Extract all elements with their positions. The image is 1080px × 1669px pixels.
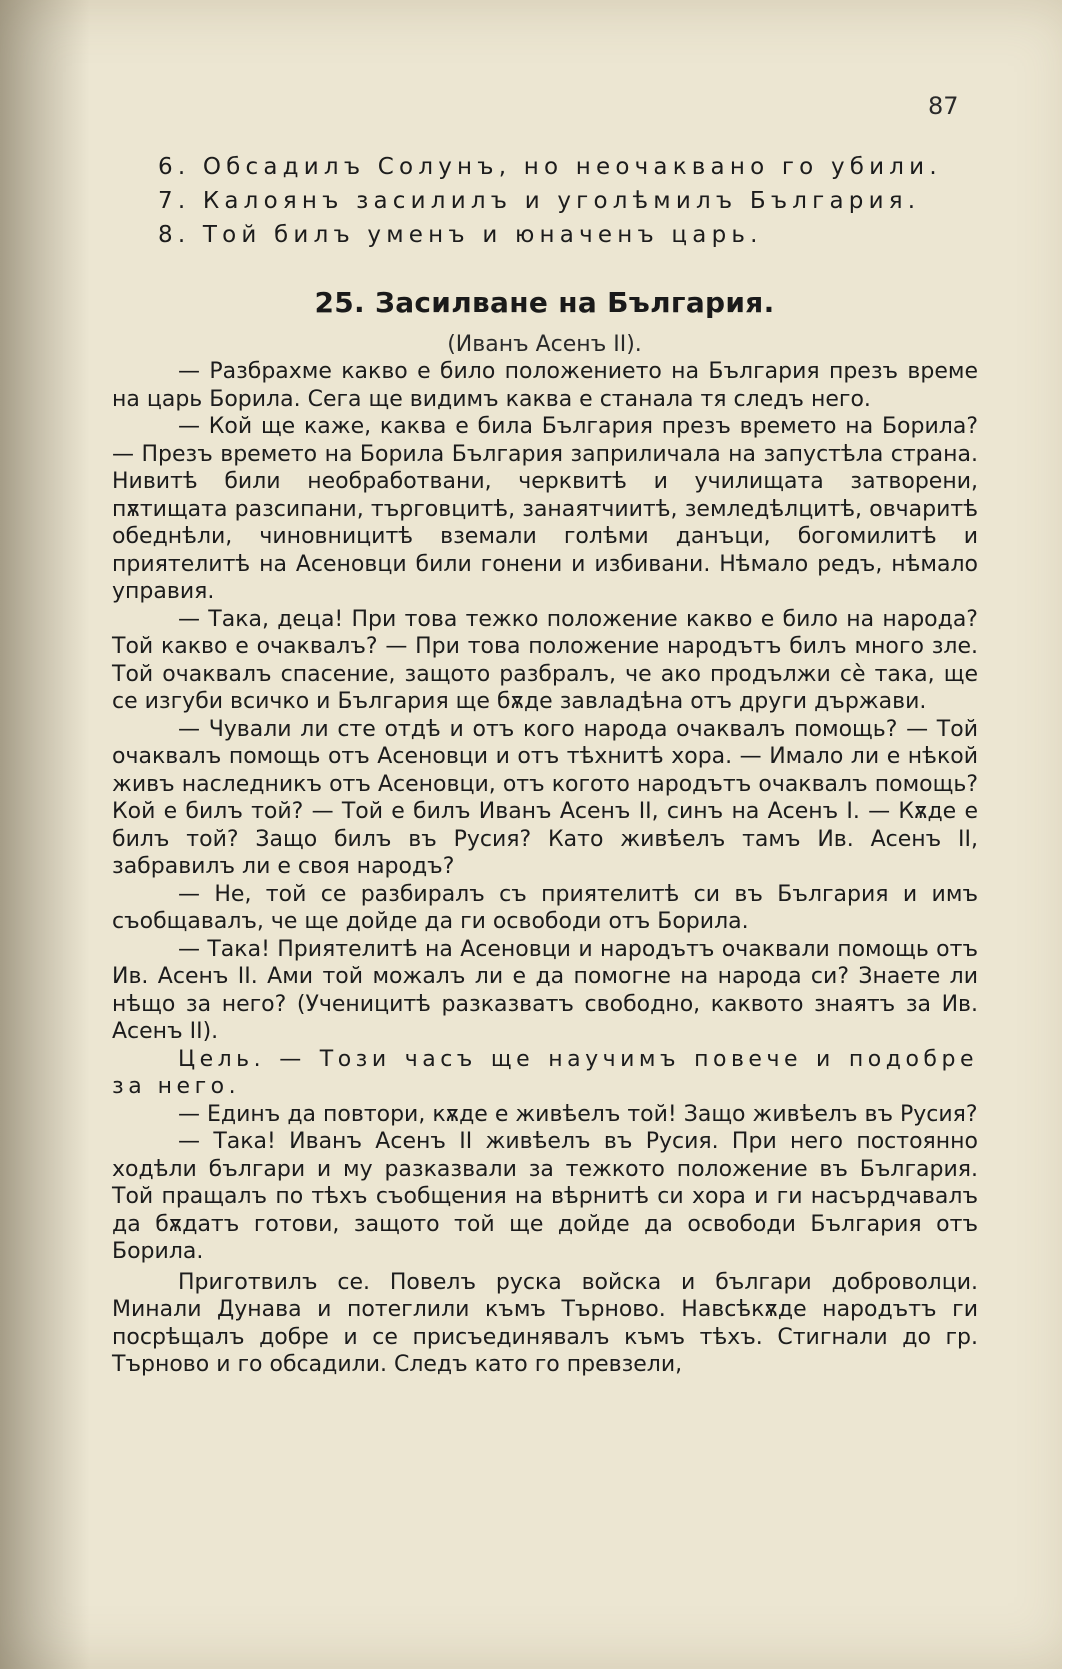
page-edge [1062,0,1080,1669]
summary-list [158,150,978,252]
list-item: 8. Той билъ уменъ и юначенъ царь. [158,222,763,248]
section-heading [112,285,977,359]
paragraph-goal: Цель. — Този часъ ще научимъ повече и подобре за него. [112,1046,978,1099]
paragraph: — Кой ще каже, каква е била България презъ времето на Борила? — Презъ времето на Борила България заприличала на запустѣла страна. Нивитѣ били необработвани, черквитѣ и училищата затворени, пѫтищата разсипани, търговцитѣ, занаятчиитѣ, земледѣлцитѣ, овчаритѣ обеднѣли, чиновницитѣ вземали голѣми данъци, богомилитѣ и приятелитѣ на Асеновци били гонени и избивани. Нѣмало редъ, нѣмало управия. [112,414,978,604]
paragraph: — Така! Иванъ Асенъ II живѣелъ въ Русия. При него постоянно ходѣли българи и му разказвали за тежкото положение въ България. Той пращалъ по тѣхъ съобщения на вѣрнитѣ си хора и ги насърдчавалъ да бѫдатъ готови, защото той ще дойде да освободи България отъ Борила. [112,1129,978,1264]
list-item: 7. Калоянъ засилилъ и уголѣмилъ България. [158,188,921,214]
section-subtitle: (Иванъ Асенъ II). [447,332,642,357]
paragraph: — Така! Приятелитѣ на Асеновци и народътъ очаквали помощь отъ Ив. Асенъ II. Ами той можалъ ли е да помогне на народа си? Знаете ли нѣщо за него? (Ученицитѣ разказватъ свободно, каквото знаятъ за Ив. Асенъ II). [112,936,978,1044]
section-title: 25. Засилване на България. [314,286,775,319]
paragraph: — Не, той се разбиралъ съ приятелитѣ си въ България и имъ съобщавалъ, че ще дойде да ги освободи отъ Борила. [112,881,978,934]
body-text [112,358,978,1379]
list-item: 6. Обсадилъ Солунъ, но неочаквано го убили. [158,154,942,180]
page-number: 87 [928,92,959,120]
paragraph: — Така, деца! При това тежко положение какво е било на народа? Той какво е очаквалъ? — При това положение народътъ билъ много зле. Той очаквалъ спасение, защото разбралъ, че ако продължи сè така, ще се изгуби всичко и България ще бѫде завладѣна отъ други държави. [112,606,978,714]
paragraph: — Разбрахме какво е било положението на България презъ време на царь Борила. Сега ще видимъ каква е станала тя следъ него. [112,359,978,412]
paragraph: — Единъ да повтори, кѫде е живѣелъ той! Защо живѣелъ въ Русия? [178,1101,978,1127]
paragraph: Приготвилъ се. Повелъ руска войска и българи доброволци. Минали Дунава и потеглили къмъ Търново. Навсѣкѫде народътъ ги посрѣщалъ добре и се присъединявалъ къмъ тѣхъ. Стигнали до гр. Търново и го обсадили. Следъ като го превзели, [112,1269,978,1377]
paragraph: — Чували ли сте отдѣ и отъ кого народа очаквалъ помощь? — Той очаквалъ помощь отъ Асеновци и отъ тѣхнитѣ хора. — Имало ли е нѣкой живъ наследникъ отъ Асеновци, отъ когото народътъ очаквалъ помощь? Кой е билъ той? — Той е билъ Иванъ Асенъ II, синъ на Асенъ I. — Кѫде е билъ той? Защо билъ въ Русия? Като живѣелъ тамъ Ив. Асенъ II, забравилъ ли е своя народъ? [112,716,978,879]
binding-shadow [0,0,90,1669]
